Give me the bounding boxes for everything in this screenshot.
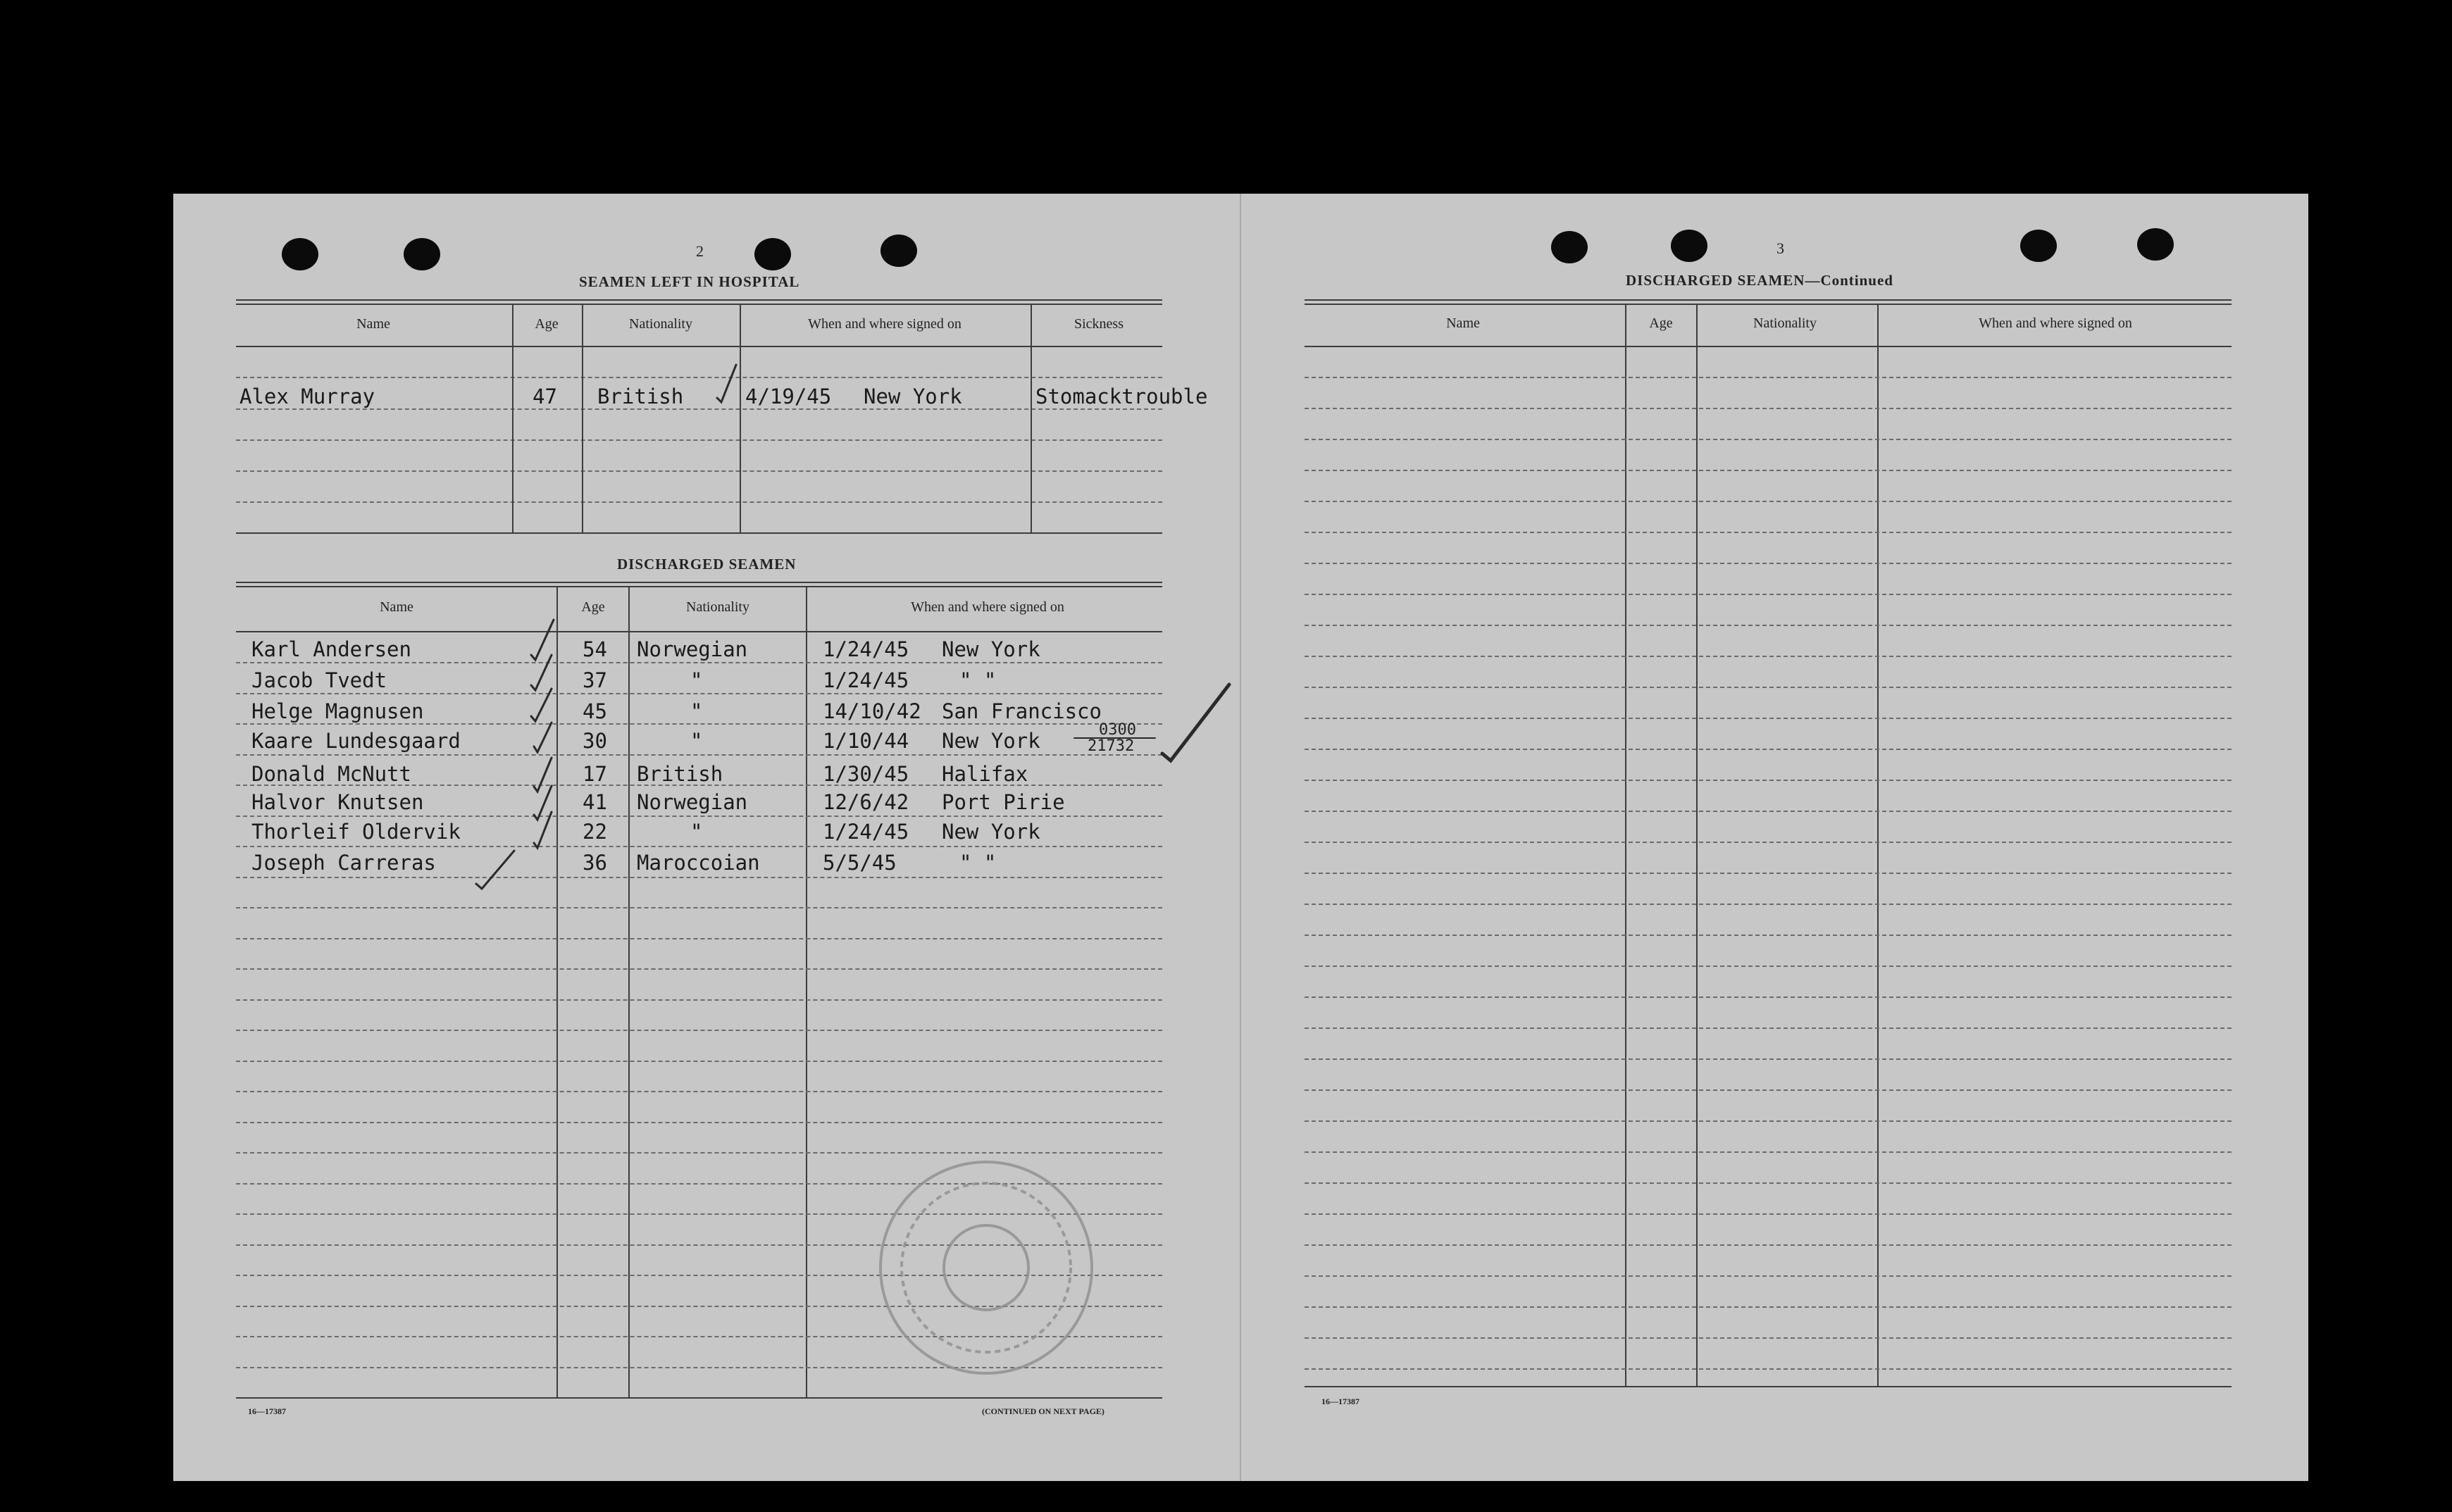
right-col-age: Age	[1649, 315, 1673, 331]
discharged-row-age: 17	[583, 762, 607, 786]
continued-note: (CONTINUED ON NEXT PAGE)	[982, 1406, 1104, 1416]
check-mark	[531, 655, 552, 690]
discharged-row-age: 41	[583, 790, 607, 814]
discharged-row-nationality: "	[690, 820, 703, 844]
discharged-row-date: 1/24/45	[823, 668, 909, 692]
discharged-row-place: " "	[959, 851, 997, 875]
hospital-col-signed-on: When and where signed on	[808, 316, 961, 332]
discharged-continued-title: DISCHARGED SEAMEN—Continued	[1626, 272, 1893, 289]
page-number-left: 2	[696, 242, 704, 260]
hospital-row-sickness: Stomacktrouble	[1035, 385, 1208, 408]
margin-note-top: 0300	[1099, 721, 1136, 739]
hospital-row-nationality: British	[597, 385, 684, 408]
discharged-row-date: 1/10/44	[823, 729, 909, 753]
discharged-row-nationality: "	[690, 729, 703, 753]
form-number-left: 16—17387	[248, 1406, 286, 1416]
margin-note-bottom: 21732	[1088, 737, 1135, 755]
hospital-row-name: Alex Murray	[239, 385, 375, 408]
discharged-col-signed-on: When and where signed on	[911, 599, 1064, 615]
discharged-row-name: Jacob Tvedt	[251, 668, 387, 692]
hospital-col-sickness: Sickness	[1074, 316, 1124, 332]
discharged-row-date: 1/30/45	[823, 762, 909, 786]
discharged-row-nationality: Norwegian	[637, 790, 748, 814]
discharged-col-nationality: Nationality	[686, 599, 749, 615]
discharged-col-name: Name	[380, 599, 413, 615]
discharged-row-name: Halvor Knutsen	[251, 790, 424, 814]
discharged-row-date: 5/5/45	[823, 851, 897, 875]
discharged-row-place: " "	[959, 668, 997, 692]
hospital-row-date: 4/19/45	[745, 385, 832, 408]
hospital-col-age: Age	[535, 316, 559, 332]
discharged-row-name: Donald McNutt	[251, 762, 411, 786]
discharged-row-name: Thorleif Oldervik	[251, 820, 461, 844]
discharged-section-title: DISCHARGED SEAMEN	[617, 556, 797, 573]
discharged-row-age: 36	[583, 851, 607, 875]
discharged-row-date: 1/24/45	[823, 820, 909, 844]
discharged-row-name: Joseph Carreras	[251, 851, 436, 875]
check-mark	[476, 851, 514, 889]
hospital-row-age: 47	[533, 385, 557, 408]
discharged-row-nationality: "	[690, 668, 703, 692]
discharged-row-age: 37	[583, 668, 607, 692]
form-number-right: 16—17387	[1321, 1397, 1359, 1406]
discharged-row-place: New York	[942, 729, 1040, 753]
discharged-row-nationality: British	[637, 762, 723, 786]
discharged-row-name: Karl Andersen	[251, 637, 411, 661]
discharged-row-place: Port Pirie	[942, 790, 1065, 814]
discharged-row-nationality: Maroccoian	[637, 851, 760, 875]
discharged-row-place: New York	[942, 820, 1040, 844]
check-mark	[717, 365, 736, 402]
discharged-row-place: San Francisco	[942, 699, 1102, 723]
check-mark	[531, 689, 552, 721]
discharged-row-name: Helge Magnusen	[251, 699, 424, 723]
discharged-row-nationality: Norwegian	[637, 637, 748, 661]
discharged-row-age: 45	[583, 699, 607, 723]
page-number-right: 3	[1776, 239, 1784, 257]
check-mark	[534, 758, 552, 792]
discharged-row-date: 1/24/45	[823, 637, 909, 661]
discharged-row-name: Kaare Lundesgaard	[251, 729, 461, 753]
discharged-row-place: Halifax	[942, 762, 1028, 786]
right-col-nationality: Nationality	[1753, 315, 1817, 331]
hospital-row-place: New York	[864, 385, 962, 408]
discharged-row-date: 12/6/42	[823, 790, 909, 814]
discharged-row-nationality: "	[690, 699, 703, 723]
hospital-col-nationality: Nationality	[629, 316, 692, 332]
hospital-section-title: SEAMEN LEFT IN HOSPITAL	[579, 273, 800, 290]
right-col-name: Name	[1446, 315, 1480, 331]
hospital-col-name: Name	[356, 316, 390, 332]
faded-stamp	[880, 1162, 1092, 1373]
discharged-row-age: 30	[583, 729, 607, 753]
check-mark	[534, 723, 552, 752]
discharged-row-age: 54	[583, 637, 607, 661]
discharged-row-place: New York	[942, 637, 1040, 661]
discharged-row-date: 14/10/42	[823, 699, 921, 723]
check-mark	[1162, 685, 1229, 761]
check-mark	[531, 620, 554, 660]
right-col-signed-on: When and where signed on	[1979, 315, 2132, 331]
discharged-row-age: 22	[583, 820, 607, 844]
discharged-col-age: Age	[581, 599, 605, 615]
